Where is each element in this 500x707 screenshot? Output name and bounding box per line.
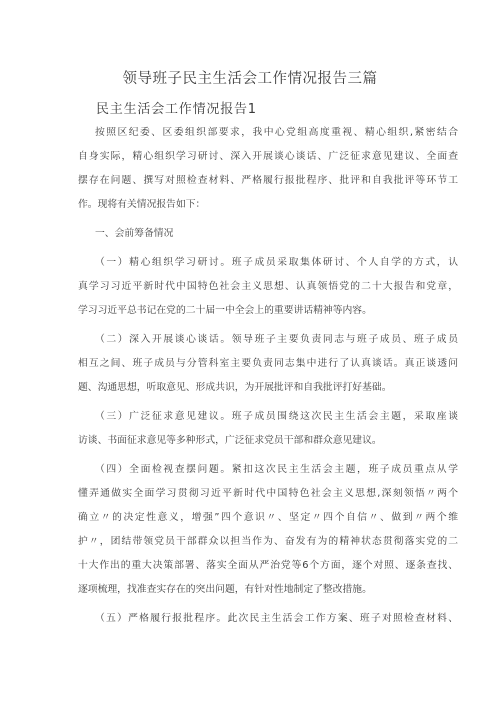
paragraph-line: 确立〃的决定性意义，增强”四个意识〃、坚定〃四个自信〃、做到〃两个维 [78, 512, 458, 523]
paragraph-line: （二）深入开展谈心谈话。领导班子主要负责同志与班子成员、班子成员 [95, 334, 458, 345]
paragraph-line: （三）广泛征求意见建议。班子成员围绕这次民主生活会主题，采取座谈 [95, 411, 458, 422]
paragraph-line: 逐项梳理，找准查实存在的突出问题，有针对性地制定了整改措施。 [78, 584, 372, 595]
paragraph-line: 题、沟通思想，听取意见、形成共识，为开展批评和自我批评打好基础。 [78, 382, 392, 393]
paragraph-line: （五）严格履行报批程序。此次民主生活会工作方案、班子对照检查材料、 [95, 613, 458, 624]
paragraph-line: 学习习近平总书记在党的二十届一中全会上的重要讲话精神等内容。 [78, 305, 372, 316]
paragraph-line: 自身实际，精心组织学习研讨、深入开展谈心谈话、广泛征求意见建议、全面查 [78, 151, 458, 162]
paragraph-line: 摆存在问题、撰写对照检查材料、严格履行报批程序、批评和自我批评等环节工 [78, 175, 458, 186]
paragraph-line: 十大作出的重大决策部署、落实全面从严治党等6个方面，逐个对照、逐条查找、 [78, 560, 458, 571]
paragraph-line: 懂弄通做实全面学习贯彻习近平新时代中国特色社会主义思想,深刻领悟〃两个 [78, 488, 458, 499]
paragraph-line: （一）精心组织学习研讨。班子成员采取集体研讨、个人自学的方式，认 [95, 257, 458, 268]
section-heading: 一、会前筹备情况 [95, 228, 174, 239]
paragraph-line: 按照区纪委、区委组织部要求，我中心党组高度重视、精心组织,紧密结合 [95, 127, 458, 138]
paragraph-line: 护〃，团结带领党员干部群众以担当作为、奋发有为的精神状态贯彻落实党的二 [78, 536, 458, 547]
document-title: 领导班子民主生活会工作情况报告三篇 [122, 71, 378, 87]
paragraph-line: 访谈、书面征求意见等多种形式，广泛征求党员干部和群众意见建议。 [78, 435, 382, 446]
paragraph-line: 相互之间、班子成员与分管科室主要负责同志集中进行了认真谈话。真正谈透问 [78, 358, 458, 369]
paragraph-line: 作。现将有关情况报告如下： [78, 199, 206, 210]
report-subtitle: 民主生活会工作情况报告1 [96, 102, 257, 117]
paragraph-line: （四）全面检视查摆问题。紧扣这次民主生活会主题，班子成员重点从学 [95, 464, 458, 475]
paragraph-line: 真学习习近平新时代中国特色社会主义思想、认真领悟党的二十大报告和党章， [78, 281, 458, 292]
